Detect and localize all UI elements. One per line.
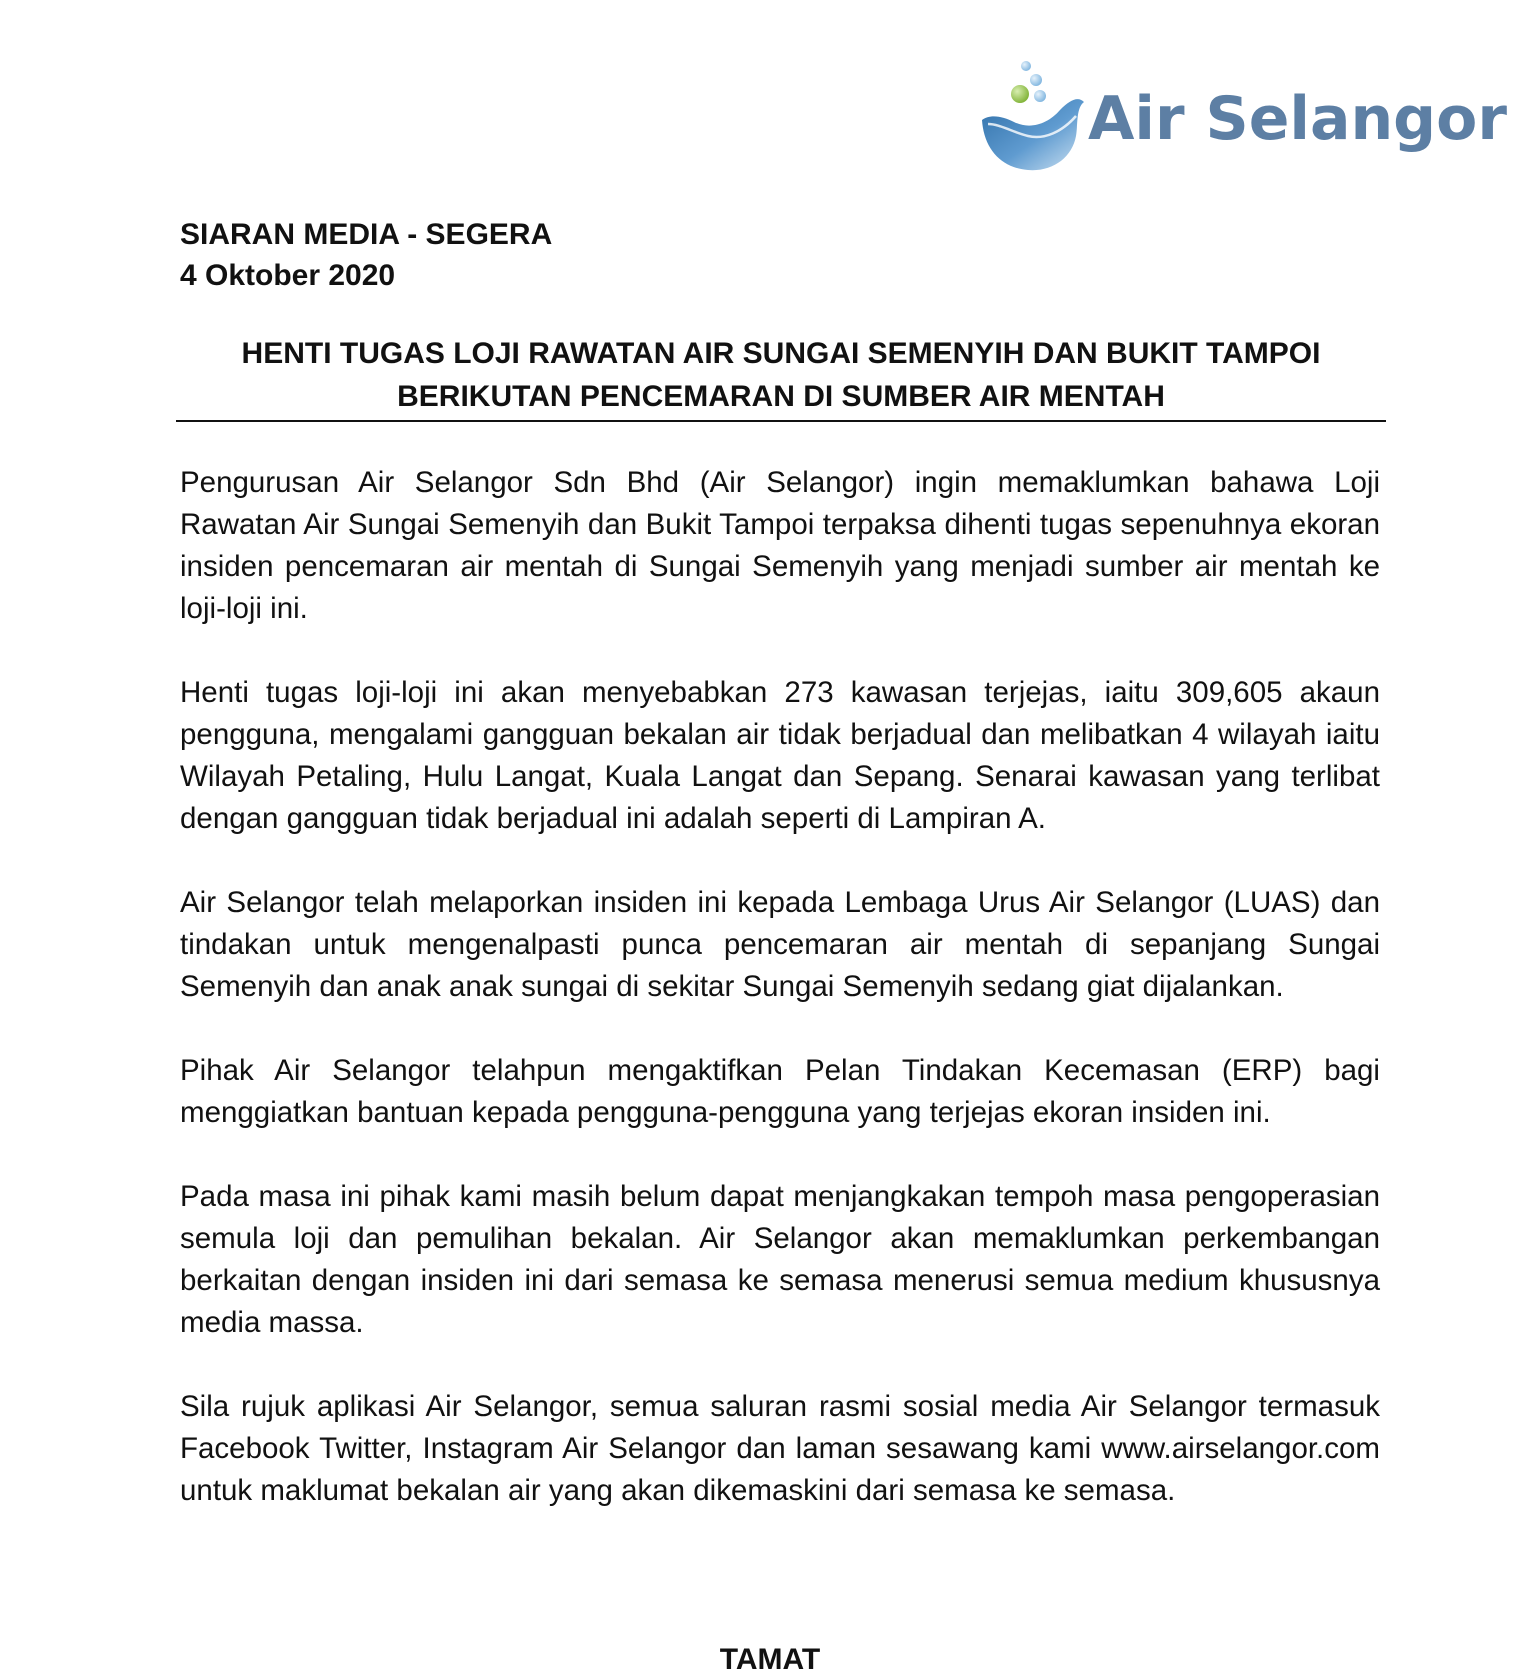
logo-wordmark: Air Selangor xyxy=(1088,84,1507,154)
body-paragraph: Air Selangor telah melaporkan insiden ini kepada Lembaga Urus Air Selangor (LUAS) dan tindakan untuk mengenalpasti punca pencemaran air mentah di sepanjang Sungai Semenyih dan anak anak sungai di sekitar Sungai Semenyih sedang giat dijalankan. xyxy=(180,886,1380,1003)
title-line-2: BERIKUTAN PENCEMARAN DI SUMBER AIR MENTAH xyxy=(397,380,1165,413)
end-mark: TAMAT xyxy=(719,1643,821,1676)
water-drop-logo-icon xyxy=(980,58,1090,178)
media-release-header xyxy=(180,214,552,296)
air-selangor-logo xyxy=(980,58,1507,178)
body-paragraph: Pihak Air Selangor telahpun mengaktifkan Pelan Tindakan Kecemasan (ERP) bagi menggiatkan bantuan kepada pengguna-pengguna yang terjejas ekoran insiden ini. xyxy=(180,1054,1380,1129)
body-paragraph: Sila rujuk aplikasi Air Selangor, semua saluran rasmi sosial media Air Selangor termasuk Facebook Twitter, Instagram Air Selangor dan laman sesawang kami www.airselangor.com untuk maklumat bekalan air yang akan dikemaskini dari semasa ke semasa. xyxy=(180,1390,1380,1507)
body-paragraph: Pada masa ini pihak kami masih belum dapat menjangkakan tempoh masa pengoperasian semula loji dan pemulihan bekalan. Air Selangor akan memaklumkan perkembangan berkaitan dengan insiden ini dari semasa ke semasa menerusi semua medium khususnya media massa. xyxy=(180,1180,1380,1339)
release-date: 4 Oktober 2020 xyxy=(180,259,396,292)
press-release-body xyxy=(180,462,1380,1554)
title-line-1: HENTI TUGAS LOJI RAWATAN AIR SUNGAI SEMENYIH DAN BUKIT TAMPOI xyxy=(241,337,1321,370)
body-paragraph: Pengurusan Air Selangor Sdn Bhd (Air Selangor) ingin memaklumkan bahawa Loji Rawatan Air Sungai Semenyih dan Bukit Tampoi terpaksa dihenti tugas sepenuhnya ekoran insiden pencemaran air mentah di Sungai Semenyih yang menjadi sumber air mentah ke loji-loji ini. xyxy=(180,466,1380,625)
title-divider xyxy=(176,420,1386,422)
press-release-title xyxy=(176,332,1386,418)
body-paragraph: Henti tugas loji-loji ini akan menyebabkan 273 kawasan terjejas, iaitu 309,605 akaun pengguna, mengalami gangguan bekalan air tidak berjadual dan melibatkan 4 wilayah iaitu Wilayah Petaling, Hulu Langat, Kuala Langat dan Sepang. Senarai kawasan yang terlibat dengan gangguan tidak berjadual ini adalah seperti di Lampiran A. xyxy=(180,676,1380,835)
release-label: SIARAN MEDIA - SEGERA xyxy=(180,218,553,251)
